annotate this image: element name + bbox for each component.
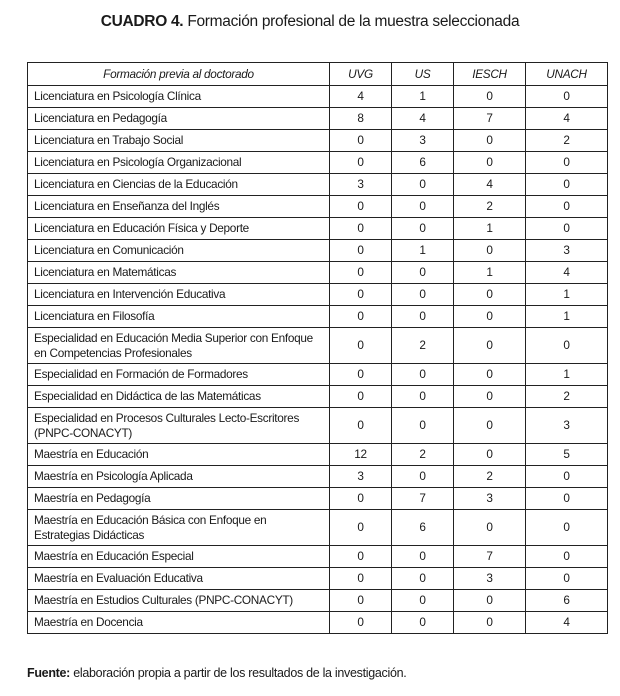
cell-value: 0 bbox=[454, 152, 526, 174]
table-row bbox=[28, 488, 608, 510]
table-row bbox=[28, 364, 608, 386]
cell-value: 6 bbox=[392, 510, 454, 546]
table-row bbox=[28, 108, 608, 130]
cell-value: 4 bbox=[330, 86, 392, 108]
cell-value: 0 bbox=[330, 386, 392, 408]
table-row bbox=[28, 386, 608, 408]
row-label: Maestría en Evaluación Educativa bbox=[28, 568, 330, 590]
table-row bbox=[28, 612, 608, 634]
cell-value: 0 bbox=[454, 408, 526, 444]
cell-value: 2 bbox=[392, 444, 454, 466]
table-title-text: Formación profesional de la muestra seleccionada bbox=[187, 13, 520, 30]
row-label: Maestría en Educación bbox=[28, 444, 330, 466]
cell-value: 0 bbox=[454, 590, 526, 612]
data-table bbox=[27, 62, 608, 634]
table-title bbox=[0, 13, 620, 31]
cell-value: 0 bbox=[392, 612, 454, 634]
cell-value: 0 bbox=[330, 152, 392, 174]
cell-value: 1 bbox=[526, 364, 608, 386]
cell-value: 0 bbox=[392, 568, 454, 590]
cell-value: 2 bbox=[454, 466, 526, 488]
cell-value: 0 bbox=[330, 284, 392, 306]
row-label: Licenciatura en Comunicación bbox=[28, 240, 330, 262]
cell-value: 0 bbox=[526, 328, 608, 364]
cell-value: 1 bbox=[392, 240, 454, 262]
cell-value: 0 bbox=[454, 612, 526, 634]
cell-value: 0 bbox=[526, 86, 608, 108]
row-label: Especialidad en Didáctica de las Matemáticas bbox=[28, 386, 330, 408]
header-row bbox=[28, 63, 608, 86]
table-row bbox=[28, 196, 608, 218]
table-row bbox=[28, 152, 608, 174]
cell-value: 0 bbox=[392, 174, 454, 196]
cell-value: 8 bbox=[330, 108, 392, 130]
cell-value: 3 bbox=[330, 466, 392, 488]
cell-value: 0 bbox=[454, 306, 526, 328]
cell-value: 0 bbox=[454, 240, 526, 262]
row-label: Maestría en Docencia bbox=[28, 612, 330, 634]
cell-value: 0 bbox=[526, 152, 608, 174]
row-label: Especialidad en Procesos Culturales Lecto-Escritores (PNPC-CONACYT) bbox=[28, 408, 330, 444]
cell-value: 0 bbox=[330, 364, 392, 386]
cell-value: 0 bbox=[392, 408, 454, 444]
table-body bbox=[28, 86, 608, 634]
header-formacion: Formación previa al doctorado bbox=[28, 63, 330, 86]
row-label: Licenciatura en Enseñanza del Inglés bbox=[28, 196, 330, 218]
cell-value: 0 bbox=[392, 306, 454, 328]
cell-value: 3 bbox=[392, 130, 454, 152]
cell-value: 3 bbox=[330, 174, 392, 196]
cell-value: 0 bbox=[330, 590, 392, 612]
table-row bbox=[28, 284, 608, 306]
cell-value: 0 bbox=[330, 612, 392, 634]
row-label: Licenciatura en Trabajo Social bbox=[28, 130, 330, 152]
cell-value: 1 bbox=[526, 284, 608, 306]
cell-value: 0 bbox=[454, 86, 526, 108]
cell-value: 0 bbox=[330, 218, 392, 240]
cell-value: 1 bbox=[454, 262, 526, 284]
cell-value: 3 bbox=[526, 408, 608, 444]
cell-value: 3 bbox=[526, 240, 608, 262]
cell-value: 0 bbox=[526, 218, 608, 240]
table-row bbox=[28, 306, 608, 328]
cell-value: 0 bbox=[330, 408, 392, 444]
cell-value: 0 bbox=[454, 510, 526, 546]
cell-value: 2 bbox=[526, 386, 608, 408]
header-uvg: UVG bbox=[330, 63, 392, 86]
header-us: US bbox=[392, 63, 454, 86]
cell-value: 4 bbox=[392, 108, 454, 130]
table-title-label: CUADRO 4. bbox=[100, 13, 184, 30]
row-label: Licenciatura en Psicología Clínica bbox=[28, 86, 330, 108]
cell-value: 0 bbox=[330, 262, 392, 284]
cell-value: 6 bbox=[526, 590, 608, 612]
row-label: Especialidad en Formación de Formadores bbox=[28, 364, 330, 386]
cell-value: 0 bbox=[392, 386, 454, 408]
cell-value: 0 bbox=[330, 328, 392, 364]
cell-value: 4 bbox=[526, 262, 608, 284]
cell-value: 0 bbox=[392, 590, 454, 612]
table-row bbox=[28, 590, 608, 612]
cell-value: 0 bbox=[330, 196, 392, 218]
cell-value: 7 bbox=[454, 546, 526, 568]
cell-value: 3 bbox=[454, 568, 526, 590]
cell-value: 4 bbox=[454, 174, 526, 196]
source-note bbox=[27, 666, 406, 680]
cell-value: 0 bbox=[330, 240, 392, 262]
row-label: Maestría en Educación Básica con Enfoque en Estrategias Didácticas bbox=[28, 510, 330, 546]
cell-value: 0 bbox=[526, 466, 608, 488]
table-row bbox=[28, 510, 608, 546]
cell-value: 0 bbox=[392, 196, 454, 218]
cell-value: 0 bbox=[454, 130, 526, 152]
row-label: Licenciatura en Matemáticas bbox=[28, 262, 330, 284]
table-row bbox=[28, 240, 608, 262]
header-iesch: IESCH bbox=[454, 63, 526, 86]
cell-value: 5 bbox=[526, 444, 608, 466]
cell-value: 0 bbox=[392, 218, 454, 240]
table-row bbox=[28, 568, 608, 590]
row-label: Especialidad en Educación Media Superior con Enfoque en Competencias Profesionales bbox=[28, 328, 330, 364]
cell-value: 0 bbox=[526, 174, 608, 196]
table-row bbox=[28, 408, 608, 444]
cell-value: 0 bbox=[454, 444, 526, 466]
row-label: Licenciatura en Intervención Educativa bbox=[28, 284, 330, 306]
table-row bbox=[28, 262, 608, 284]
row-label: Maestría en Estudios Culturales (PNPC-CONACYT) bbox=[28, 590, 330, 612]
row-label: Maestría en Pedagogía bbox=[28, 488, 330, 510]
cell-value: 0 bbox=[330, 546, 392, 568]
cell-value: 0 bbox=[454, 386, 526, 408]
cell-value: 1 bbox=[526, 306, 608, 328]
cell-value: 0 bbox=[330, 568, 392, 590]
cell-value: 0 bbox=[454, 364, 526, 386]
row-label: Maestría en Psicología Aplicada bbox=[28, 466, 330, 488]
source-text: elaboración propia a partir de los resultados de la investigación. bbox=[73, 666, 407, 680]
table-row bbox=[28, 130, 608, 152]
cell-value: 0 bbox=[330, 130, 392, 152]
table-row bbox=[28, 466, 608, 488]
cell-value: 7 bbox=[392, 488, 454, 510]
cell-value: 1 bbox=[454, 218, 526, 240]
table-row bbox=[28, 546, 608, 568]
cell-value: 3 bbox=[454, 488, 526, 510]
cell-value: 1 bbox=[392, 86, 454, 108]
source-label: Fuente: bbox=[27, 666, 71, 680]
row-label: Licenciatura en Filosofía bbox=[28, 306, 330, 328]
cell-value: 0 bbox=[330, 488, 392, 510]
cell-value: 0 bbox=[526, 488, 608, 510]
cell-value: 0 bbox=[392, 262, 454, 284]
row-label: Maestría en Educación Especial bbox=[28, 546, 330, 568]
cell-value: 2 bbox=[454, 196, 526, 218]
cell-value: 0 bbox=[526, 196, 608, 218]
row-label: Licenciatura en Educación Física y Deporte bbox=[28, 218, 330, 240]
row-label: Licenciatura en Psicología Organizacional bbox=[28, 152, 330, 174]
cell-value: 4 bbox=[526, 108, 608, 130]
cell-value: 0 bbox=[454, 328, 526, 364]
cell-value: 0 bbox=[454, 284, 526, 306]
row-label: Licenciatura en Pedagogía bbox=[28, 108, 330, 130]
table-row bbox=[28, 444, 608, 466]
table-row bbox=[28, 86, 608, 108]
cell-value: 0 bbox=[392, 364, 454, 386]
cell-value: 7 bbox=[454, 108, 526, 130]
cell-value: 0 bbox=[526, 546, 608, 568]
row-label: Licenciatura en Ciencias de la Educación bbox=[28, 174, 330, 196]
table-row bbox=[28, 328, 608, 364]
cell-value: 4 bbox=[526, 612, 608, 634]
cell-value: 0 bbox=[330, 510, 392, 546]
table-row bbox=[28, 174, 608, 196]
cell-value: 0 bbox=[526, 510, 608, 546]
cell-value: 0 bbox=[392, 284, 454, 306]
cell-value: 6 bbox=[392, 152, 454, 174]
cell-value: 12 bbox=[330, 444, 392, 466]
header-unach: UNACH bbox=[526, 63, 608, 86]
cell-value: 0 bbox=[392, 546, 454, 568]
cell-value: 2 bbox=[526, 130, 608, 152]
cell-value: 0 bbox=[392, 466, 454, 488]
table-row bbox=[28, 218, 608, 240]
cell-value: 0 bbox=[526, 568, 608, 590]
cell-value: 0 bbox=[330, 306, 392, 328]
cell-value: 2 bbox=[392, 328, 454, 364]
